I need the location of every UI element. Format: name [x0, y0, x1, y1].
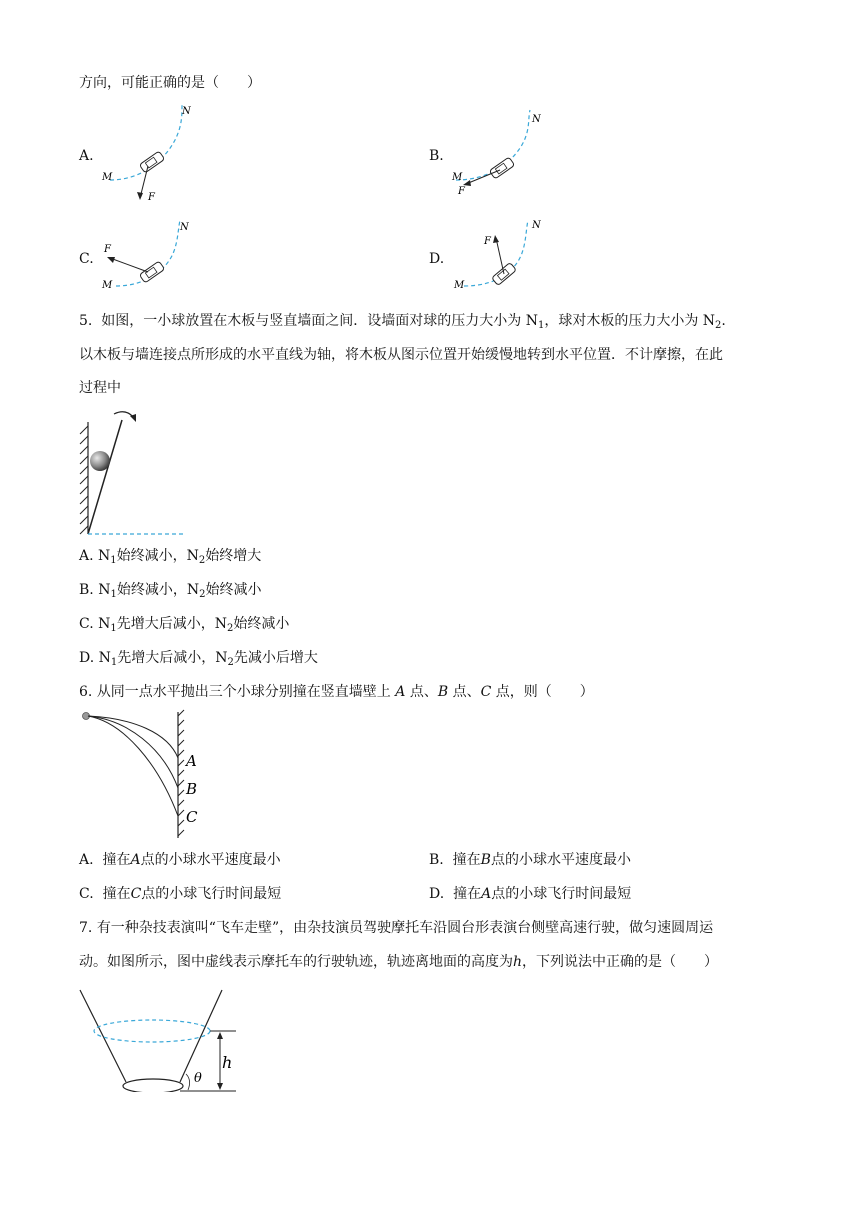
- q4-option-d-figure: [446, 218, 556, 292]
- trajectory-b: [88, 716, 178, 788]
- track-ellipse: [94, 1020, 210, 1042]
- point-n-label: N: [532, 114, 541, 125]
- car-icon: [489, 157, 514, 179]
- q5-option-a: A. $N_1$始终减小，$N_2$始终增大: [79, 548, 262, 566]
- force-arrow: [110, 258, 148, 272]
- force-label: F: [458, 186, 465, 197]
- q6-option-a: A. 撞在A点的小球水平速度最小: [79, 852, 281, 868]
- q6-option-d: D. 撞在A点的小球飞行时间最短: [429, 886, 632, 902]
- q4-option-b-label: B.: [429, 148, 444, 164]
- point-n-label: N: [182, 106, 191, 117]
- force-label: F: [104, 244, 111, 255]
- trajectory-a: [88, 716, 178, 758]
- q4-option-c-figure: [96, 218, 206, 292]
- wall-label-a: A: [186, 752, 197, 770]
- wall-label-c: C: [186, 808, 198, 826]
- trajectory-c: [88, 716, 178, 816]
- base-ellipse: [123, 1079, 183, 1092]
- q4-stem-tail: 方向，可能正确的是（ ）: [79, 75, 261, 91]
- point-m-label: M: [454, 280, 465, 291]
- q7-stem-line1: 7. 有一种杂技表演叫“飞车走壁”，由杂技演员驾驶摩托车沿圆台形表演台侧壁高速行驶，做匀速圆周运: [79, 920, 714, 936]
- q6-option-b: B. 撞在B点的小球水平速度最小: [429, 852, 631, 868]
- q4-option-c-label: C.: [79, 251, 94, 267]
- q5-number: 5.: [79, 313, 93, 329]
- q6-figure: [78, 708, 208, 840]
- q5-stem-line2: 以木板与墙连接点所形成的水平直线为轴，将木板从图示位置开始缓慢地转到水平位置．不计摩擦，在此: [79, 347, 723, 363]
- wall-label-b: B: [186, 780, 198, 798]
- q4-option-b-figure: [446, 108, 556, 204]
- q7-stem-line2: 动。如图所示，图中虚线表示摩托车的行驶轨迹，轨迹离地面的高度为h，下列说法中正确的是（ ）: [79, 954, 719, 970]
- force-arrow: [496, 238, 504, 274]
- point-m-label: M: [452, 172, 463, 183]
- angle-arc: [186, 1074, 190, 1090]
- q7-figure: [76, 986, 246, 1092]
- point-m-label: M: [102, 172, 113, 183]
- q5-stem-line3: 过程中: [79, 380, 121, 396]
- rotation-arrow-icon: [114, 412, 134, 418]
- cone-left-wall: [80, 990, 126, 1082]
- q4-option-d-label: D.: [429, 251, 445, 267]
- q5-stem-line1: 5. 如图，一小球放置在木板与竖直墙面之间．设墙面对球的压力大小为 $N_1$，球对木板的压力大小为 $N_2$.: [79, 313, 726, 331]
- ball-icon: [90, 451, 110, 471]
- q4-option-a-label: A.: [79, 148, 94, 164]
- car-icon: [139, 151, 164, 173]
- q6-option-c: C. 撞在C点的小球飞行时间最短: [79, 886, 282, 902]
- force-label: F: [484, 236, 491, 247]
- point-n-label: N: [180, 222, 189, 233]
- cone-right-wall: [180, 990, 222, 1082]
- height-label: h: [222, 1053, 233, 1072]
- car-icon: [139, 261, 164, 283]
- board-line: [88, 420, 122, 534]
- q5-option-d: D. $N_1$先增大后减小，$N_2$先减小后增大: [79, 650, 318, 668]
- q5-option-c: C. $N_1$先增大后减小，$N_2$始终减小: [79, 616, 290, 634]
- q6-stem: 6. 从同一点水平抛出三个小球分别撞在竖直墙壁上 A 点、B 点、C 点，则（ ）: [79, 684, 594, 700]
- q5-option-b: B. $N_1$始终减小，$N_2$始终减小: [79, 582, 262, 600]
- q4-option-a-figure: [96, 100, 206, 204]
- q5-figure: [74, 404, 194, 538]
- force-label: F: [148, 192, 155, 203]
- theta-label: θ: [194, 1071, 202, 1086]
- point-m-label: M: [102, 280, 113, 291]
- point-n-label: N: [532, 220, 541, 231]
